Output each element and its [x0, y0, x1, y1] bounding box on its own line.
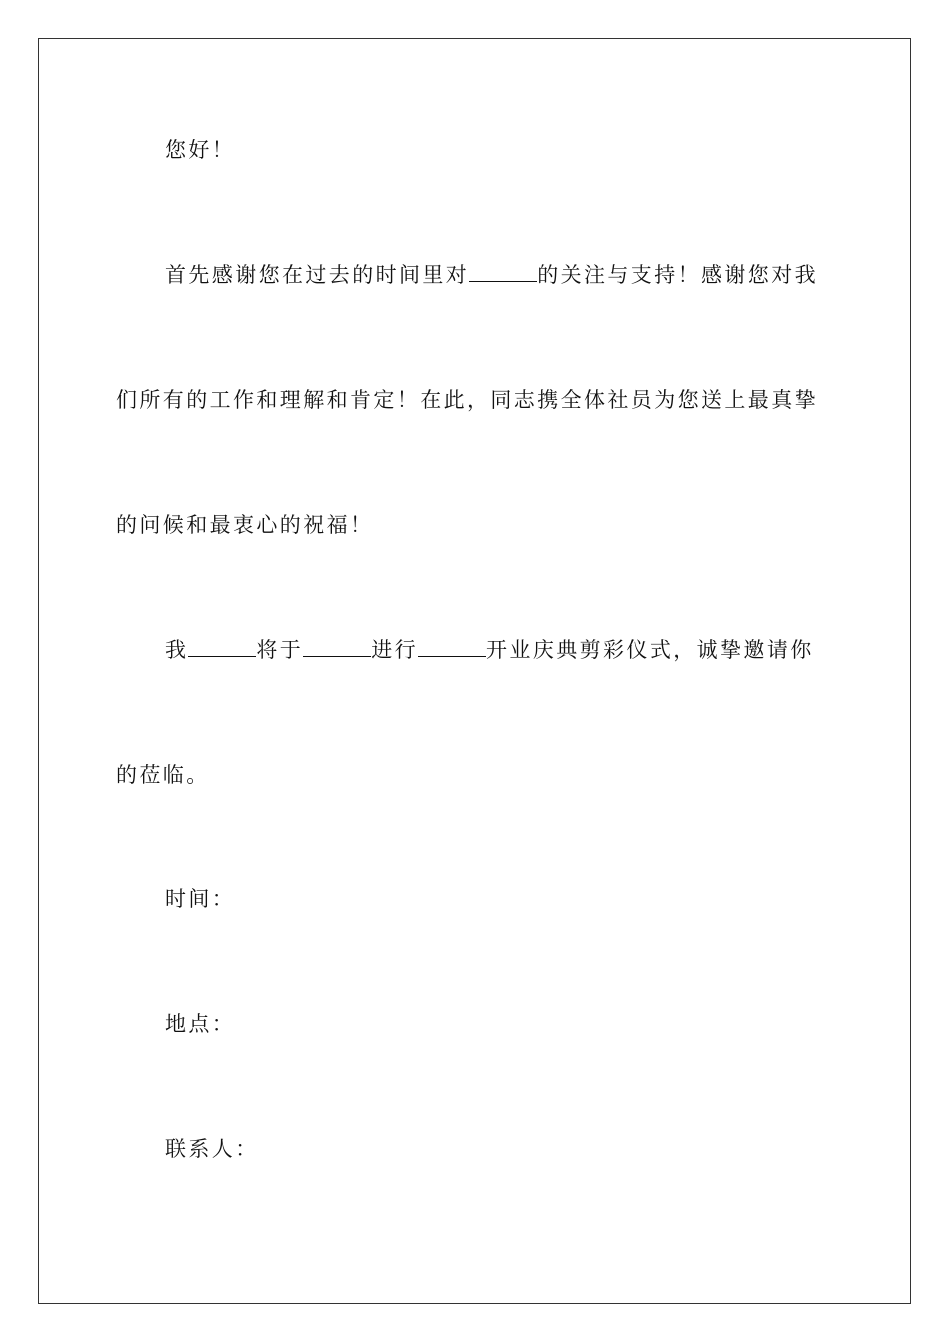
paragraph-2-line-2: 的莅临。	[116, 763, 210, 787]
paragraph-2-line-1	[165, 635, 836, 665]
paragraph-1-line-1	[165, 260, 836, 290]
greeting: 您好！	[165, 138, 236, 162]
time-label: 时间：	[165, 887, 236, 911]
fill-in-blank[interactable]	[469, 261, 537, 282]
p2-seg-1: 我	[165, 638, 189, 662]
p1-text-after-blank: 的关注与支持！感谢您对我	[537, 263, 819, 287]
fill-in-blank[interactable]	[303, 636, 371, 657]
place-label: 地点：	[165, 1012, 236, 1036]
fill-in-blank[interactable]	[418, 636, 486, 657]
p2-seg-4: 开业庆典剪彩仪式，诚挚邀请你	[486, 638, 814, 662]
p2-seg-2: 将于	[256, 638, 304, 662]
contact-label: 联系人：	[165, 1137, 259, 1161]
paragraph-1-line-2: 们所有的工作和理解和肯定！在此，同志携全体社员为您送上最真挚	[116, 388, 818, 412]
p1-text-before-blank: 首先感谢您在过去的时间里对	[165, 263, 470, 287]
page-frame	[38, 38, 911, 1304]
paragraph-1-line-3: 的问候和最衷心的祝福！	[116, 513, 374, 537]
p2-seg-3: 进行	[371, 638, 419, 662]
fill-in-blank[interactable]	[188, 636, 256, 657]
